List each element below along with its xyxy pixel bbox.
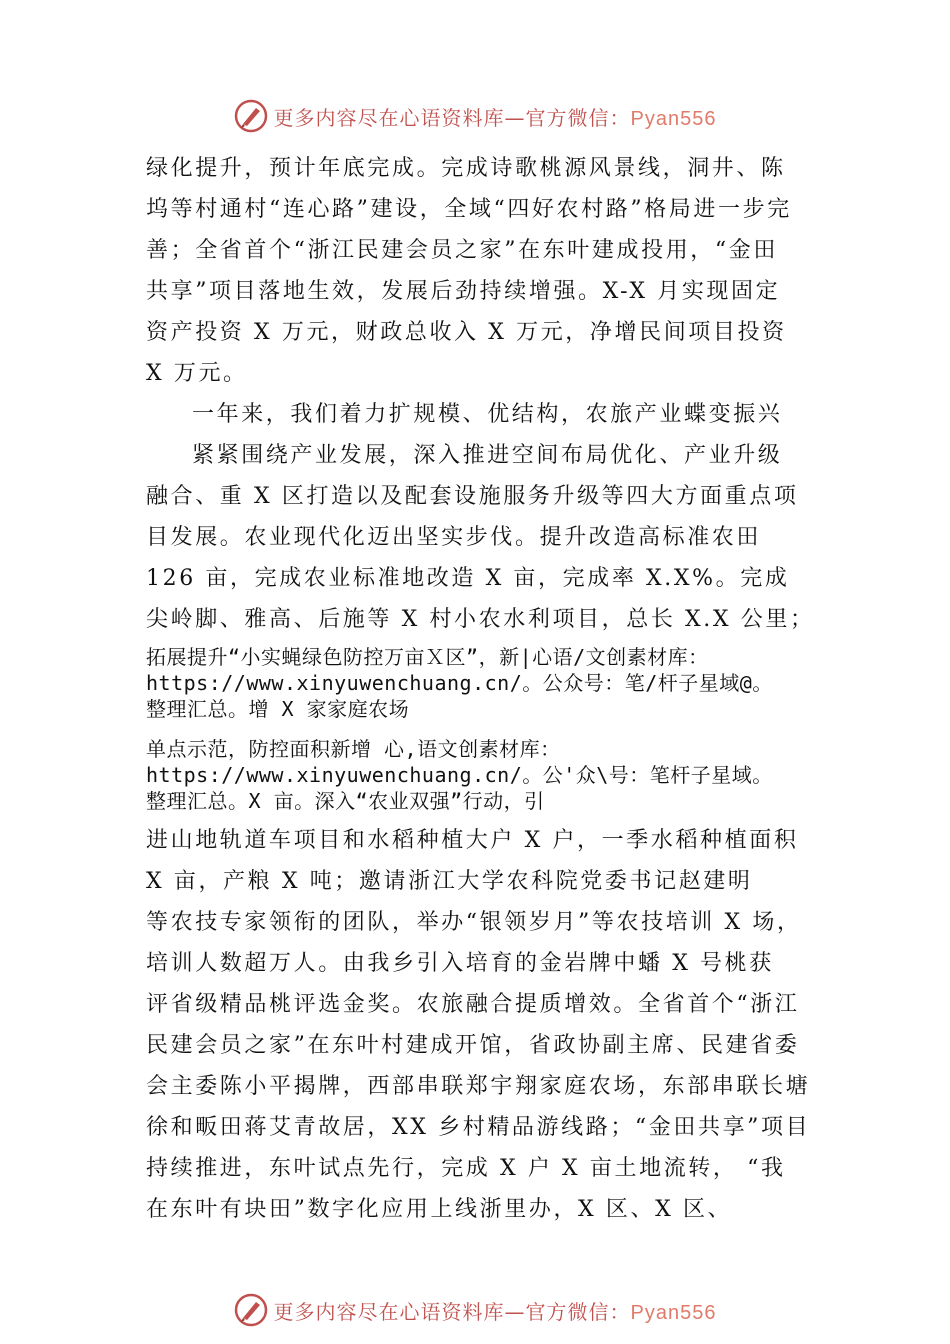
watermark-text-line: 整理汇总。增 X 家家庭农场 (146, 697, 410, 721)
watermark-text-line: 整理汇总。X 亩。深入“农业双强”行动，引 (146, 789, 545, 813)
text-line: 融合、重 X 区打造以及配套设施服务升级等四大方面重点项 (146, 484, 799, 509)
footer-banner (0, 1290, 950, 1330)
text-line: X 亩，产粮 X 吨；邀请浙江大学农科院党委书记赵建明 (146, 869, 753, 894)
text-line: 等农技专家领衔的团队，举办“银领岁月”等农技培训 X 场， (146, 910, 802, 935)
text-line: 在东叶有块田”数字化应用上线浙里办，X 区、X 区、 (146, 1197, 733, 1222)
watermark-text-line: https://www.xinyuwenchuang.cn/。公众号：笔/杆子星域@。 (146, 671, 773, 695)
text-line: 民建会员之家”在东叶村建成开馆，省政协副主席、民建省委 (146, 1033, 800, 1058)
banner-text: 更多内容尽在心语资料库—官方微信： (273, 1299, 631, 1324)
banner-wechat-id: Pyan556 (630, 1301, 717, 1324)
banner-text: 更多内容尽在心语资料库—官方微信： (273, 105, 631, 130)
text-line: 共享”项目落地生效，发展后劲持续增强。X-X 月实现固定 (146, 279, 781, 304)
text-line: 培训人数超万人。由我乡引入培育的金岩牌中蟠 X 号桃获 (146, 951, 774, 976)
text-line: 126 亩，完成农业标准地改造 X 亩，完成率 X.X%。完成 (146, 566, 790, 591)
text-line: 持续推进，东叶试点先行，完成 X 户 X 亩土地流转， “我 (146, 1156, 786, 1181)
text-line: X 万元。 (146, 361, 248, 386)
text-line: 进山地轨道车项目和水稻种植大户 X 户，一季水稻种植面积 (146, 828, 799, 853)
text-line: 善；全省首个“浙江民建会员之家”在东叶建成投用，“金田 (146, 238, 778, 263)
document-body (146, 148, 826, 1230)
text-line: 评省级精品桃评选金奖。农旅融合提质增效。全省首个“浙江 (146, 992, 800, 1017)
pen-logo-icon (234, 99, 268, 133)
header-banner (0, 96, 950, 136)
text-line: 坞等村通村“连心路”建设，全域“四好农村路”格局进一步完 (146, 197, 792, 222)
text-line: 紧紧围绕产业发展，深入推进空间布局优化、产业升级 (192, 443, 783, 468)
text-line: 会主委陈小平揭牌，西部串联郑宇翔家庭农场，东部串联长塘 (146, 1074, 811, 1099)
pen-logo-icon (234, 1293, 268, 1327)
paragraph-heading: 一年来，我们着力扩规模、优结构，农旅产业蝶变振兴 (192, 402, 783, 427)
text-line: 徐和畈田蒋艾青故居，XX 乡村精品游线路；“金田共享”项目 (146, 1115, 811, 1140)
watermark-text-line: 单点示范，防控面积新增 心,语文创素材库： (146, 737, 561, 761)
banner-wechat-id: Pyan556 (630, 107, 717, 130)
text-line: 资产投资 X 万元，财政总收入 X 万元，净增民间项目投资 (146, 320, 787, 345)
watermark-text-line: https://www.xinyuwenchuang.cn/。公'众\号：笔杆子星域。 (146, 763, 773, 787)
text-line: 尖岭脚、雅高、后施等 X 村小农水利项目，总长 X.X 公里； (146, 607, 815, 632)
text-line: 目发展。农业现代化迈出坚实步伐。提升改造高标准农田 (146, 525, 762, 550)
text-line: 绿化提升，预计年底完成。完成诗歌桃源风景线，洞井、陈 (146, 156, 786, 181)
watermark-text-line: 拓展提升“小实蝇绿色防控万亩Ｘ区”，新|心语/文创素材库： (146, 645, 709, 669)
